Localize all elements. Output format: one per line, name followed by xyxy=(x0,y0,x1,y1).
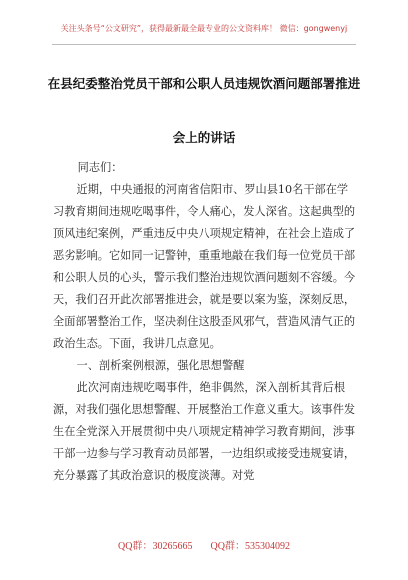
footer-qq-group-1: QQ群：30265665 xyxy=(118,541,193,552)
paragraph-intro: 近期，中央通报的河南省信阳市、罗山县10名干部在学习教育期间违规吃喝事件，令人痛心，发人深省。这起典型的顶风违纪案例，严重违反中央八项规定精神，在社会上造成了恶劣影响。它如同一记警钟，重重地敲在我们每一位党员干部和公职人员的心头，警示我们整治违规饮酒问题刻不容缓。今天，我们召开此次部署推进会，就是要以案为鉴，深刻反思，全面部署整治工作，坚决刹住这股歪风邪气，营造风清气正的政治生态。下面，我讲几点意见。 xyxy=(53,183,356,350)
salutation: 同志们： xyxy=(77,161,123,174)
document-title-line-1: 在县纪委整治党员干部和公职人员违规饮酒问题部署推进 xyxy=(47,76,361,91)
footer-qq-group-2: QQ群：535304092 xyxy=(210,541,290,552)
document-title-line-2: 会上的讲话 xyxy=(172,130,236,145)
document-body xyxy=(53,157,358,487)
paragraph-section-1: 此次河南违规吃喝事件，绝非偶然，深入剖析其背后根源，对我们强化思想警醒、开展整治工作意义重大。该事件发生在全党深入开展贯彻中央八项规定精神学习教育期间，涉事干部一边参与学习教育动员部署，一边组织或接受违规宴请，充分暴露了其政治意识的极度淡薄。对党 xyxy=(53,381,356,482)
promo-banner: 关注头条号“公文研究”，获得最新最全最专业的公文资料库！ 微信：gongwenyj xyxy=(60,24,348,33)
header-divider xyxy=(52,44,356,45)
section-heading-1: 一、剖析案例根源，强化思想警醒 xyxy=(76,359,245,372)
footer-contact xyxy=(0,537,408,552)
